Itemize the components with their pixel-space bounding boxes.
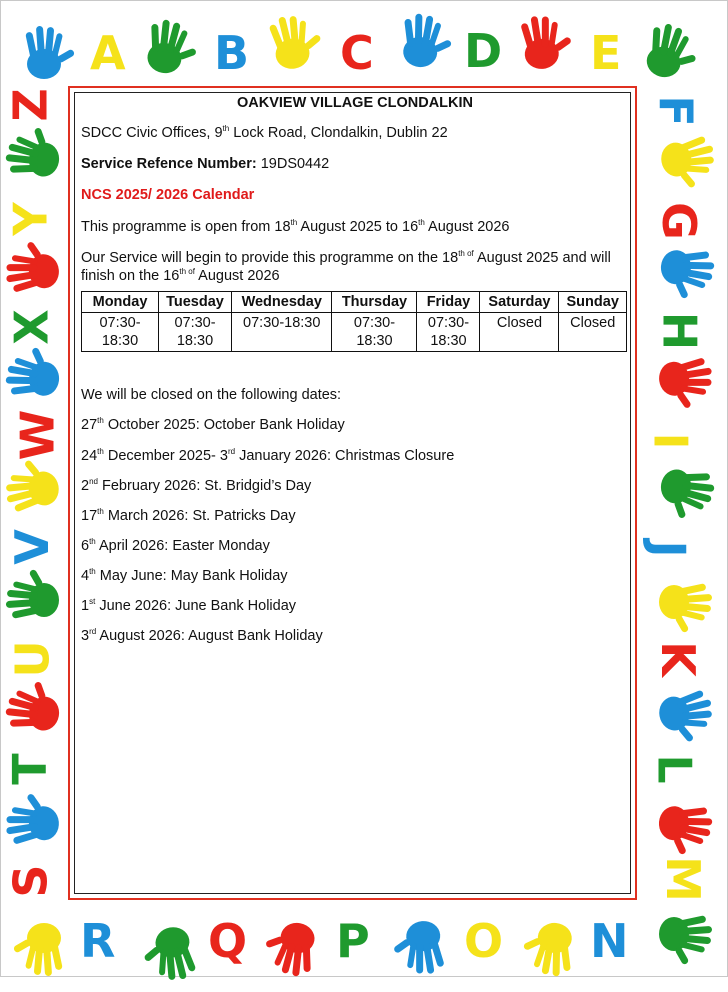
document-body (81, 92, 629, 657)
handprint-icon (645, 339, 721, 415)
border-letter-b: B (214, 26, 250, 80)
handprint-icon (134, 910, 215, 991)
border-letter-j: J (641, 540, 696, 558)
border-letter-i: I (643, 432, 698, 450)
handprint-icon (647, 229, 723, 305)
handprint-icon (502, 7, 578, 83)
handprint-icon (642, 670, 723, 751)
table-cell: 07:30- 18:30 (82, 313, 159, 352)
handprint-icon (0, 450, 76, 531)
handprint-icon (8, 20, 78, 90)
handprint-icon (0, 672, 76, 753)
table-header-cell: Thursday (332, 291, 417, 312)
handprint-icon (0, 566, 70, 636)
border-letter-g: G (651, 202, 706, 240)
handprint-icon (648, 898, 718, 968)
service-reference-value: 19DS0442 (256, 156, 330, 173)
address-line: SDCC Civic Offices, 9th Lock Road, Clondalkin, Dublin 22 (81, 124, 448, 142)
border-letter-c: C (340, 26, 374, 80)
list-item: 4th May June: May Bank Holiday (81, 567, 288, 584)
list-item: 1st June 2026: June Bank Holiday (81, 597, 297, 615)
service-reference-label: Service Refence Number: (81, 156, 257, 173)
handprint-icon (10, 912, 80, 982)
table-header-cell: Tuesday (159, 291, 232, 312)
border-letter-p: P (336, 914, 370, 968)
table-header-cell: Wednesday (232, 291, 332, 312)
border-letter-f: F (648, 95, 703, 127)
table-header-cell: Sunday (559, 291, 627, 312)
border-letter-t: T (2, 753, 57, 785)
list-item: 24th December 2025- 3rd January 2026: Christmas Closure (81, 446, 455, 464)
page-title: OAKVIEW VILLAGE CLONDALKIN (236, 95, 474, 111)
table-header-row (82, 291, 627, 312)
handprint-icon (645, 785, 721, 861)
border-letter-s: S (3, 864, 58, 898)
handprint-icon (382, 5, 458, 81)
handprint-icon (517, 909, 593, 985)
handprint-icon (0, 787, 73, 863)
closure-dates-list (81, 386, 629, 645)
list-item: 6th April 2026: Easter Monday (81, 537, 270, 554)
programme-open-dates: This programme is open from 18th August 2025 to 16th August 2026 (81, 217, 510, 235)
border-letter-r: R (80, 914, 116, 968)
handprint-icon (644, 116, 725, 197)
list-item: 27th October 2025: October Bank Holiday (81, 416, 345, 434)
border-letter-o: O (464, 914, 504, 968)
programme-begin-finish: Our Service will begin to provide this programme on the $18^{th of}$ August 2025 and will finish on the $16^{th of}$ August 2026 (81, 248, 611, 284)
handprint-icon (0, 118, 76, 199)
list-item: 2nd February 2026: St. Bridgid’s Day (81, 476, 312, 494)
table-cell: Closed (480, 313, 559, 352)
border-letter-w: W (10, 409, 65, 461)
border-letter-a: A (90, 26, 126, 80)
border-letter-m: M (655, 856, 710, 902)
list-item: 3rd August 2026: August Bank Holiday (81, 627, 323, 645)
border-letter-q: Q (208, 914, 248, 968)
border-letter-l: L (647, 754, 702, 784)
border-letter-x: X (4, 309, 59, 345)
opening-hours-table (81, 291, 627, 352)
border-letter-v: V (4, 529, 59, 565)
handprint-icon (0, 341, 73, 417)
list-item: 17th March 2026: St. Patricks Day (81, 506, 296, 524)
service-reference (81, 155, 629, 173)
border-letter-u: U (5, 640, 60, 678)
border-letter-y: Y (3, 202, 58, 236)
table-cell: Closed (559, 313, 627, 352)
border-letter-n: N (590, 914, 629, 968)
table-cell: 07:30-18:30 (232, 313, 332, 352)
handprint-icon (387, 907, 463, 983)
table-cell: 07:30- 18:30 (159, 313, 232, 352)
border-letter-d: D (464, 24, 503, 78)
border-letter-k: K (650, 641, 705, 677)
border-letter-e: E (590, 26, 622, 80)
handprint-icon (0, 235, 73, 311)
calendar-heading: NCS 2025/ 2026 Calendar (81, 187, 255, 204)
handprint-icon (648, 566, 718, 636)
border-letter-h: H (652, 311, 707, 351)
table-row (82, 313, 627, 352)
border-letter-z: Z (3, 88, 58, 122)
table-header-cell: Friday (417, 291, 480, 312)
table-header-cell: Monday (82, 291, 159, 312)
handprint-icon (256, 906, 337, 987)
handprint-icon (644, 446, 725, 527)
table-cell: 07:30- 18:30 (332, 313, 417, 352)
handprint-icon (249, 4, 330, 85)
closure-intro: We will be closed on the following dates: (81, 387, 342, 404)
table-header-cell: Saturday (480, 291, 559, 312)
handprint-icon (124, 8, 205, 89)
table-cell: 07:30- 18:30 (417, 313, 480, 352)
